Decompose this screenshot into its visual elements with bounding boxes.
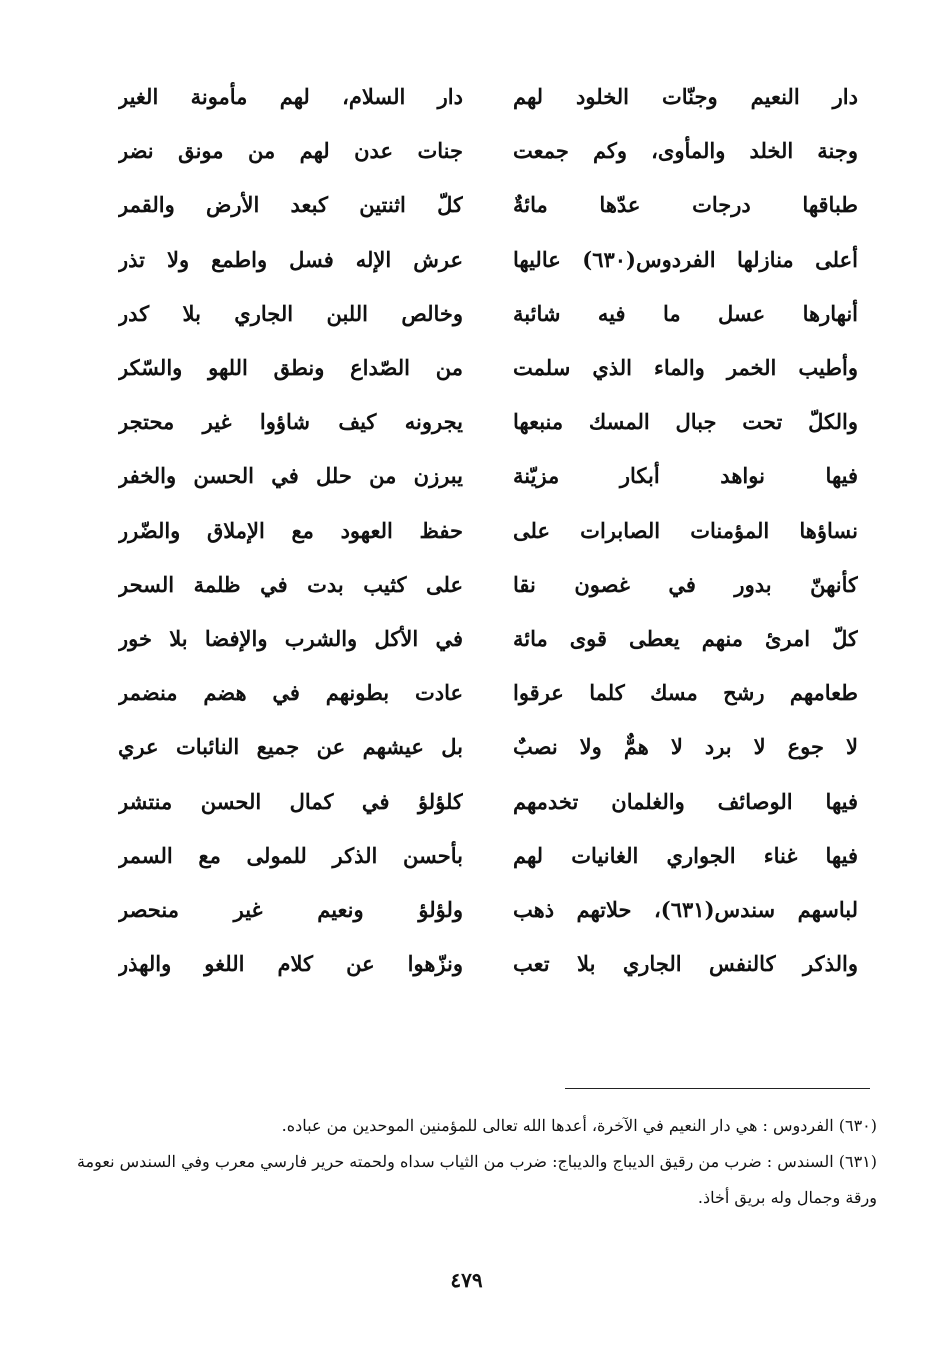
verse-row xyxy=(118,233,858,287)
verse-row xyxy=(118,70,858,124)
verse-second-hemistich: ونزّهوا عن كلام اللغو والهذر xyxy=(118,951,463,977)
verse-second-hemistich: يجرونه كيف شاؤوا غير محتجر xyxy=(118,409,463,435)
verse-second-hemistich: بل عيشهم عن جميع النائبات عري xyxy=(118,734,463,760)
verse-first-hemistich: فيها نواهد أبكار مزيّنة xyxy=(513,463,858,489)
verse-first-hemistich: أعلى منازلها الفردوس(٦٣٠) عاليها xyxy=(513,246,858,272)
verse-first-hemistich: فيها غناء الجواري الغانيات لهم xyxy=(513,842,858,868)
verse-first-hemistich: والذكر كالنفس الجاري بلا تعب xyxy=(513,951,858,977)
verse-row xyxy=(118,124,858,178)
verse-first-hemistich: أنهارها عسل ما فيه شائبة xyxy=(513,300,858,326)
verse-second-hemistich: كلّ اثنتين كبعد الأرض والقمر xyxy=(118,192,463,218)
verse-row xyxy=(118,178,858,232)
verse-first-hemistich: كلّ امرئ منهم يعطى قوى مائة xyxy=(513,625,858,651)
verse-second-hemistich: وخالص اللبن الجاري بلا كدر xyxy=(118,300,463,326)
footnote-631: (٦٣١) السندس : ضرب من رقيق الديباج والديباج: ضرب من الثياب سداه ولحمته حرير فارسي معرب وفي السندس نعومة ورقة وجمال وله بريق أخاذ. xyxy=(76,1152,877,1207)
verse-second-hemistich: عرش الإله فسل واطمع ولا تذر xyxy=(118,246,463,272)
verse-row xyxy=(118,395,858,449)
verse-first-hemistich: فيها الوصائف والغلمان تخدمهم xyxy=(513,788,858,814)
verse-first-hemistich: لا جوع لا برد لا همٌّ ولا نصبٌ xyxy=(513,734,858,760)
verse-second-hemistich: بأحسن الذكر للمولى مع السمر xyxy=(118,842,463,868)
verse-first-hemistich: طباقها درجات عدّها مائةٌ xyxy=(513,192,858,218)
poem-verses xyxy=(118,70,858,991)
verse-second-hemistich: ولؤلؤ ونعيم غير منحصر xyxy=(118,896,463,922)
verse-first-hemistich: دار النعيم وجنّات الخلود لهم xyxy=(513,84,858,110)
verse-row xyxy=(118,720,858,774)
verse-first-hemistich: وأطيب الخمر والماء الذي سلمت xyxy=(513,355,858,381)
verse-row xyxy=(118,829,858,883)
verse-row xyxy=(118,504,858,558)
verse-row xyxy=(118,666,858,720)
verse-first-hemistich: وجنة الخلد والمأوى، وكم جمعت xyxy=(513,138,858,164)
footnotes xyxy=(65,1108,877,1216)
verse-first-hemistich: نساؤها المؤمنات الصابرات على xyxy=(513,517,858,543)
verse-second-hemistich: جنات عدن لهم من مونق نضر xyxy=(118,138,463,164)
verse-second-hemistich: على كثيب بدت في ظلمة السحر xyxy=(118,571,463,597)
verse-second-hemistich: دار السلام، لهم مأمونة الغير xyxy=(118,84,463,110)
footnote-separator xyxy=(565,1088,870,1089)
verse-first-hemistich: والكلّ تحت جبال المسك منبعها xyxy=(513,409,858,435)
verse-first-hemistich: لباسهم سندس(٦٣١)، حلاتهم ذهب xyxy=(513,896,858,922)
verse-second-hemistich: في الأكل والشرب والإفضا بلا خور xyxy=(118,625,463,651)
verse-row xyxy=(118,937,858,991)
verse-row xyxy=(118,449,858,503)
verse-row xyxy=(118,774,858,828)
verse-second-hemistich: من الصّداع ونطق اللهو والسّكر xyxy=(118,355,463,381)
verse-second-hemistich: يبرزن من حلل في الحسن والخفر xyxy=(118,463,463,489)
verse-row xyxy=(118,883,858,937)
verse-second-hemistich: حفظ العهود مع الإملاق والضّرر xyxy=(118,517,463,543)
verse-row xyxy=(118,612,858,666)
page-number: ٤٧٩ xyxy=(450,1268,483,1292)
verse-first-hemistich: كأنهنّ بدور في غصون نقا xyxy=(513,571,858,597)
verse-row xyxy=(118,558,858,612)
verse-second-hemistich: كلؤلؤ في كمال الحسن منتشر xyxy=(118,788,463,814)
verse-first-hemistich: طعامهم رشح مسك كلما عرقوا xyxy=(513,680,858,706)
verse-row xyxy=(118,341,858,395)
verse-second-hemistich: عادت بطونهم في هضم منضمر xyxy=(118,680,463,706)
footnote-630: (٦٣٠) الفردوس : هي دار النعيم في الآخرة، أعدها الله تعالى للمؤمنين الموحدين من عباده. xyxy=(281,1116,877,1135)
verse-row xyxy=(118,287,858,341)
